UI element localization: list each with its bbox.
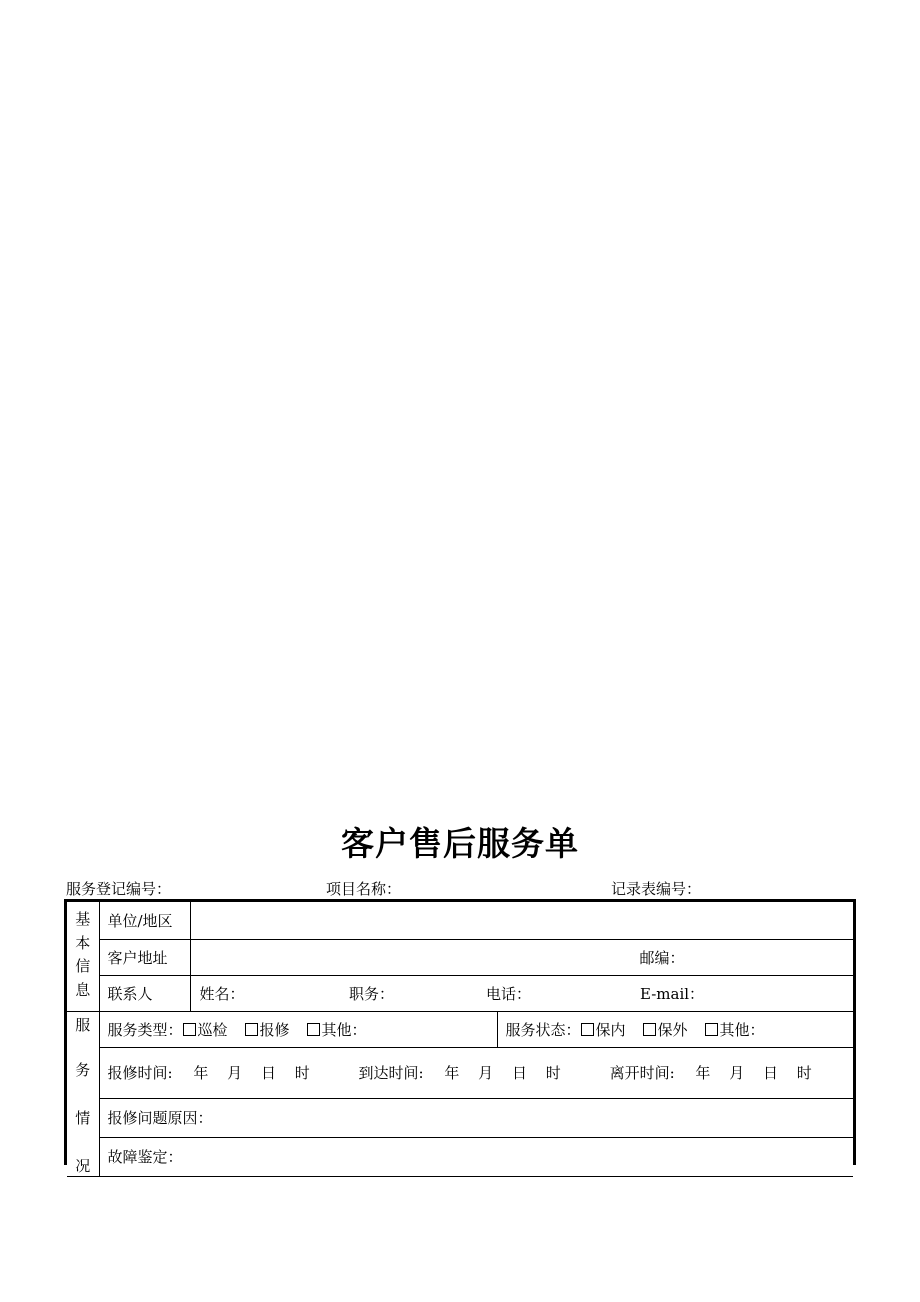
contact-field[interactable]: [190, 975, 853, 1011]
cause-label: 报修问题原因：: [107, 1109, 213, 1128]
page-title: 客户售后服务单: [341, 824, 579, 863]
service-label-char: 况: [75, 1156, 91, 1175]
service-label-char: 务: [75, 1060, 91, 1079]
leave-year-unit: 年: [695, 1064, 711, 1083]
contact-label: 联系人: [99, 975, 190, 1011]
in-warranty-option: 保内: [595, 1020, 626, 1039]
service-status-label: 服务状态：: [505, 1020, 581, 1039]
unit-row: [67, 902, 853, 939]
leave-month-unit: 月: [729, 1064, 745, 1083]
project-name-label: 项目名称：: [326, 880, 402, 898]
other-type-option: 其他：: [321, 1020, 367, 1039]
out-of-warranty-checkbox[interactable]: [643, 1023, 656, 1036]
address-field[interactable]: [190, 939, 853, 975]
service-type-label: 服务类型：: [107, 1020, 183, 1039]
report-year-unit: 年: [193, 1064, 209, 1083]
diagnosis-row: [67, 1138, 853, 1176]
inspection-checkbox[interactable]: [183, 1023, 196, 1036]
service-form-table: [67, 902, 853, 1177]
time-row: [67, 1047, 853, 1098]
unit-field[interactable]: [190, 902, 853, 939]
other-status-option: 其他：: [719, 1020, 765, 1039]
arrive-day-unit: 日: [511, 1064, 527, 1083]
service-type-row: [67, 1011, 853, 1047]
basic-info-label-char: 息: [75, 980, 91, 999]
repair-option: 报修: [259, 1020, 290, 1039]
basic-info-label-char: 基: [75, 910, 91, 928]
out-of-warranty-option: 保外: [657, 1020, 688, 1039]
service-form: [64, 899, 856, 1175]
contact-phone-label: 电话：: [486, 984, 532, 1003]
arrive-hour-unit: 时: [545, 1064, 561, 1083]
contact-position-label: 职务：: [349, 984, 395, 1003]
leave-time-label: 离开时间:: [609, 1064, 675, 1083]
service-status-cell: [497, 1011, 853, 1047]
unit-label: 单位/地区: [99, 902, 190, 939]
arrive-year-unit: 年: [444, 1064, 460, 1083]
contact-email-label: E-mail：: [640, 984, 705, 1003]
diagnosis-label: 故障鉴定：: [107, 1148, 183, 1167]
service-label-char: 服: [75, 1015, 91, 1034]
arrive-month-unit: 月: [478, 1064, 494, 1083]
registration-no-label: 服务登记编号：: [66, 880, 172, 898]
contact-row: [67, 975, 853, 1011]
contact-name-label: 姓名：: [199, 984, 245, 1003]
service-type-cell: [99, 1011, 497, 1047]
basic-info-label-char: 本: [75, 933, 91, 952]
repair-checkbox[interactable]: [245, 1023, 258, 1036]
diagnosis-field[interactable]: [99, 1138, 853, 1176]
arrive-time-label: 到达时间:: [358, 1064, 424, 1083]
service-label-char: 情: [75, 1108, 91, 1127]
in-warranty-checkbox[interactable]: [581, 1023, 594, 1036]
basic-info-section: [67, 902, 99, 1011]
time-cell: [99, 1047, 853, 1098]
leave-hour-unit: 时: [796, 1064, 812, 1083]
other-status-checkbox[interactable]: [705, 1023, 718, 1036]
service-section: [67, 1011, 99, 1176]
cause-field[interactable]: [99, 1098, 853, 1137]
postcode-label: 邮编：: [639, 948, 685, 967]
inspection-option: 巡检: [197, 1020, 228, 1039]
report-hour-unit: 时: [294, 1064, 310, 1083]
leave-day-unit: 日: [763, 1064, 779, 1083]
record-no-label: 记录表编号：: [611, 880, 702, 898]
address-row: [67, 939, 853, 975]
report-time-label: 报修时间:: [107, 1064, 173, 1083]
report-day-unit: 日: [260, 1064, 276, 1083]
address-label: 客户地址: [99, 939, 190, 975]
cause-row: [67, 1098, 853, 1137]
basic-info-label-char: 信: [75, 957, 91, 975]
other-type-checkbox[interactable]: [307, 1023, 320, 1036]
report-month-unit: 月: [227, 1064, 243, 1083]
